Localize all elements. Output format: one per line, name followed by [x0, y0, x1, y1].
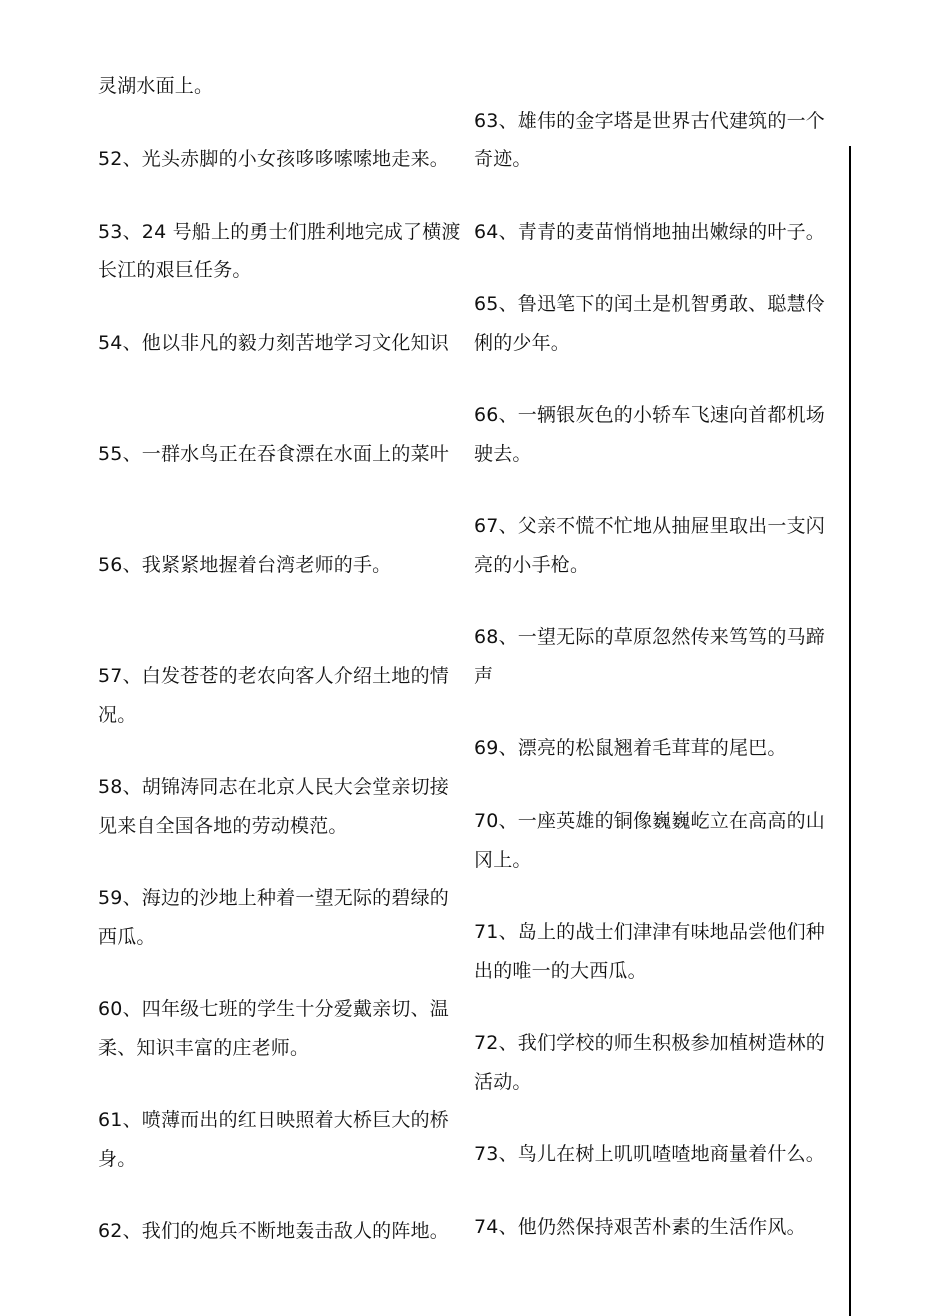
right-line-11: 声: [474, 665, 494, 687]
left-line-11: 见来自全国各地的劳动模范。: [98, 815, 348, 837]
right-line-13: 70、一座英雄的铜像巍巍屹立在高高的山: [474, 810, 825, 832]
right-line-2: 奇迹。: [474, 148, 532, 170]
right-line-6: 66、一辆银灰色的小轿车飞速向首都机场: [474, 404, 825, 426]
right-line-8: 67、父亲不慌不忙地从抽屉里取出一支闪: [474, 515, 825, 537]
right-line-3: 64、青青的麦苗悄悄地抽出嫩绿的叶子。: [474, 221, 825, 243]
left-line-7: 56、我紧紧地握着台湾老师的手。: [98, 554, 392, 576]
right-line-7: 驶去。: [474, 443, 532, 465]
left-line-1: 灵湖水面上。: [98, 75, 214, 97]
right-line-18: 活动。: [474, 1071, 532, 1093]
right-line-20: 74、他仍然保持艰苦朴素的生活作风。: [474, 1216, 806, 1238]
right-line-17: 72、我们学校的师生积极参加植树造林的: [474, 1032, 825, 1054]
left-line-17: 身。: [98, 1148, 137, 1170]
left-line-4: 长江的艰巨任务。: [98, 259, 252, 281]
right-line-16: 出的唯一的大西瓜。: [474, 960, 647, 982]
right-line-9: 亮的小手枪。: [474, 554, 590, 576]
vertical-rule: [849, 146, 851, 1316]
left-line-14: 60、四年级七班的学生十分爱戴亲切、温: [98, 998, 449, 1020]
right-line-5: 俐的少年。: [474, 332, 571, 354]
left-line-6: 55、一群水鸟正在吞食漂在水面上的菜叶: [98, 443, 449, 465]
right-line-1: 63、雄伟的金字塔是世界古代建筑的一个: [474, 110, 825, 132]
left-line-2: 52、光头赤脚的小女孩哆哆嗦嗦地走来。: [98, 148, 449, 170]
left-line-18: 62、我们的炮兵不断地轰击敌人的阵地。: [98, 1220, 449, 1242]
left-line-13: 西瓜。: [98, 926, 156, 948]
left-line-3: 53、24 号船上的勇士们胜利地完成了横渡: [98, 221, 461, 243]
left-line-10: 58、胡锦涛同志在北京人民大会堂亲切接: [98, 776, 449, 798]
right-line-10: 68、一望无际的草原忽然传来笃笃的马蹄: [474, 626, 825, 648]
left-line-12: 59、海边的沙地上种着一望无际的碧绿的: [98, 887, 449, 909]
left-line-5: 54、他以非凡的毅力刻苦地学习文化知识: [98, 332, 449, 354]
right-line-4: 65、鲁迅笔下的闰土是机智勇敢、聪慧伶: [474, 293, 825, 315]
right-line-15: 71、岛上的战士们津津有味地品尝他们种: [474, 921, 825, 943]
right-line-14: 冈上。: [474, 849, 532, 871]
left-line-8: 57、白发苍苍的老农向客人介绍土地的情: [98, 665, 449, 687]
left-line-9: 况。: [98, 704, 137, 726]
left-line-16: 61、喷薄而出的红日映照着大桥巨大的桥: [98, 1109, 449, 1131]
right-line-12: 69、漂亮的松鼠翘着毛茸茸的尾巴。: [474, 737, 787, 759]
right-line-19: 73、鸟儿在树上叽叽喳喳地商量着什么。: [474, 1143, 825, 1165]
left-line-15: 柔、知识丰富的庄老师。: [98, 1037, 310, 1059]
